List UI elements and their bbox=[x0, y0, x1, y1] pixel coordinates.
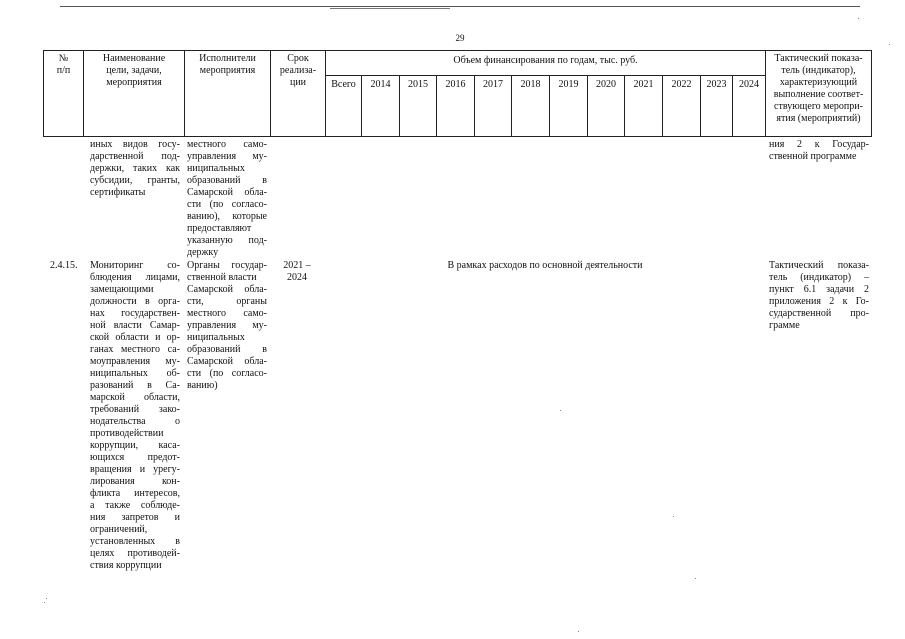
text-line: нах государствен- bbox=[90, 308, 180, 319]
text-line: лирования кон- bbox=[90, 476, 180, 487]
text-line: Органы государ- bbox=[187, 260, 267, 271]
text-line: марской области, bbox=[90, 392, 180, 403]
header-text: п/п bbox=[56, 65, 71, 76]
row-name-cell bbox=[90, 260, 180, 572]
text-line: установленных в bbox=[90, 536, 180, 547]
text-line: целях противодей- bbox=[90, 548, 180, 559]
scan-speck bbox=[578, 631, 579, 632]
text-line: требований зако- bbox=[90, 404, 180, 415]
text-line: ванию) bbox=[187, 380, 218, 391]
text-line: сертификаты bbox=[90, 187, 146, 198]
continued-indicator-cell bbox=[769, 139, 869, 163]
text-line: местного само- bbox=[187, 308, 267, 319]
header-indicator-col bbox=[766, 53, 871, 125]
text-line: образований в bbox=[187, 344, 267, 355]
header-name-col bbox=[84, 53, 184, 89]
text-line: Мониторинг со- bbox=[90, 260, 180, 271]
header-text: ятия (мероприятий) bbox=[776, 113, 861, 124]
text-line: указанную под- bbox=[187, 235, 267, 246]
text-line: ственной программе bbox=[769, 151, 857, 162]
text-line: ниципальных bbox=[187, 163, 245, 174]
header-year: 2023 bbox=[706, 79, 727, 90]
scan-speck bbox=[673, 516, 674, 517]
text-line: замещающими bbox=[90, 284, 154, 295]
header-term-col bbox=[271, 53, 325, 89]
text-line: Самарской обла- bbox=[187, 356, 267, 367]
text-line: дарственной под- bbox=[90, 151, 180, 162]
row-indicator-cell bbox=[769, 260, 869, 332]
text-line: ствия коррупции bbox=[90, 560, 162, 571]
header-year: 2021 bbox=[633, 79, 654, 90]
text-line: приложения 2 к Го- bbox=[769, 296, 869, 307]
text-line: иных видов госу- bbox=[90, 139, 180, 150]
text-line: держку bbox=[187, 247, 219, 258]
text-line: вращения и урегу- bbox=[90, 464, 180, 475]
header-text: характеризующий bbox=[779, 77, 858, 88]
scan-speck bbox=[889, 44, 890, 45]
text-line: местного само- bbox=[187, 139, 267, 150]
text-line: пункт 6.1 задачи 2 bbox=[769, 284, 869, 295]
text-line: сти (по согласо- bbox=[187, 199, 267, 210]
text-line: сти, органы bbox=[187, 296, 267, 307]
text-line: коррупции, каса- bbox=[90, 440, 180, 451]
header-text: Тактический показа- bbox=[774, 53, 863, 64]
header-year: 2024 bbox=[739, 79, 759, 90]
header-text: мероприятия bbox=[106, 77, 162, 88]
header-year: 2015 bbox=[408, 79, 428, 90]
page-number: 29 bbox=[455, 33, 465, 43]
header-text: Исполнители bbox=[199, 53, 256, 64]
text-line: 2021 – bbox=[283, 260, 311, 271]
header-border-bottom bbox=[43, 136, 872, 137]
text-line: держки, таких как bbox=[90, 163, 180, 174]
text-line: нодательства о bbox=[90, 416, 180, 427]
header-funding-title: Объем финансирования по годам, тыс. руб. bbox=[453, 55, 638, 66]
text-line: блюдения лицами, bbox=[90, 272, 180, 283]
text-line: ния запретов и bbox=[90, 512, 180, 523]
text-line: ской области и ор- bbox=[90, 332, 180, 343]
header-text: Срок bbox=[287, 53, 309, 64]
text-line: Тактический показа- bbox=[769, 260, 869, 271]
header-text: выполнение соответ- bbox=[773, 89, 864, 100]
table-header bbox=[43, 50, 872, 137]
header-text: № bbox=[58, 53, 69, 64]
header-year: 2022 bbox=[671, 79, 692, 90]
text-line: ограничений, bbox=[90, 524, 148, 535]
row-funding-note: В рамках расходов по основной деятельности bbox=[447, 260, 643, 271]
scan-speck bbox=[44, 602, 45, 603]
text-line: 2024 bbox=[287, 272, 307, 283]
header-year: 2020 bbox=[596, 79, 616, 90]
header-year: 2018 bbox=[520, 79, 541, 90]
text-line: ванию), которые bbox=[187, 211, 267, 222]
text-line: Самарской обла- bbox=[187, 187, 267, 198]
text-line: субсидии, гранты, bbox=[90, 175, 180, 186]
text-line: ной власти Самар- bbox=[90, 320, 180, 331]
text-line: а также соблюде- bbox=[90, 500, 180, 511]
header-number-col bbox=[44, 53, 83, 77]
row-number: 2.4.15. bbox=[50, 260, 78, 271]
header-text: ствующего меропри- bbox=[774, 101, 863, 112]
header-year: 2014 bbox=[370, 79, 391, 90]
header-text: тель (индикатор), bbox=[781, 65, 856, 76]
row-executor-cell bbox=[187, 260, 267, 392]
header-border-top bbox=[43, 50, 872, 51]
text-line: сти (по согласо- bbox=[187, 368, 267, 379]
text-line: должности в орга- bbox=[90, 296, 180, 307]
text-line: ганах местного са- bbox=[90, 344, 180, 355]
scan-speck bbox=[695, 578, 696, 579]
text-line: образований в bbox=[187, 175, 267, 186]
continued-executor-cell bbox=[187, 139, 267, 259]
header-text: цели, задачи, bbox=[106, 65, 162, 76]
header-text: мероприятия bbox=[199, 65, 256, 76]
text-line: ющихся предот- bbox=[90, 452, 180, 463]
header-year: 2017 bbox=[483, 79, 503, 90]
text-line: тель (индикатор) – bbox=[769, 272, 869, 283]
text-line: ственной власти bbox=[187, 272, 257, 283]
text-line: ния 2 к Государ- bbox=[769, 139, 869, 150]
header-text: ции bbox=[289, 77, 307, 88]
header-total: Всего bbox=[331, 79, 356, 90]
continued-name-cell bbox=[90, 139, 180, 199]
scan-speck bbox=[46, 598, 47, 599]
scan-speck bbox=[858, 18, 859, 19]
scan-speck bbox=[560, 410, 561, 411]
text-line: Самарской обла- bbox=[187, 284, 267, 295]
text-line: моуправления му- bbox=[90, 356, 180, 367]
row-term-cell bbox=[270, 260, 324, 284]
text-line: разований в Са- bbox=[90, 380, 180, 391]
text-line: управления му- bbox=[187, 151, 267, 162]
text-line: противодействии bbox=[90, 428, 164, 439]
header-text: реализа- bbox=[279, 65, 317, 76]
header-text: Наименование bbox=[102, 53, 166, 64]
text-line: фликта интересов, bbox=[90, 488, 180, 499]
scan-top-edge-line bbox=[330, 8, 450, 9]
header-year: 2016 bbox=[445, 79, 466, 90]
header-executor-col bbox=[185, 53, 270, 77]
scan-top-edge-line bbox=[60, 6, 860, 7]
text-line: управления му- bbox=[187, 320, 267, 331]
header-year: 2019 bbox=[558, 79, 579, 90]
text-line: предоставляют bbox=[187, 223, 252, 234]
text-line: ниципальных об- bbox=[90, 368, 180, 379]
text-line: ниципальных bbox=[187, 332, 245, 343]
text-line: сударственной про- bbox=[769, 308, 869, 319]
header-border-right bbox=[871, 50, 872, 137]
text-line: грамме bbox=[769, 320, 800, 331]
